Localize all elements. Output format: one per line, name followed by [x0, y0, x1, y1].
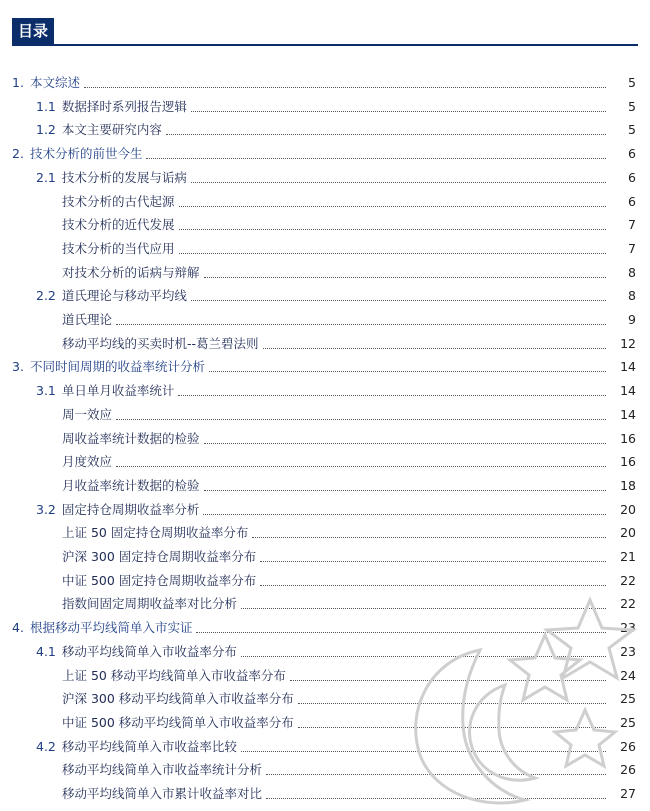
toc-entry-label: 技术分析的古代起源 — [62, 193, 175, 209]
toc-entry-label: 移动平均线简单入市收益率分布 — [61, 643, 237, 659]
toc-title: 目录 — [12, 18, 54, 44]
toc-entry[interactable] — [0, 542, 650, 565]
toc-entry-number: 4.1 — [36, 643, 56, 659]
dot-leader — [191, 181, 606, 183]
dot-leader — [116, 465, 606, 467]
toc-entry-page: 14 — [620, 359, 636, 375]
dot-leader — [204, 276, 606, 278]
dot-leader — [204, 489, 606, 491]
toc-entry-page: 14 — [620, 406, 636, 422]
toc-entry-page: 20 — [620, 525, 636, 541]
toc-entry-page: 5 — [628, 122, 636, 138]
toc-entry[interactable] — [0, 305, 650, 328]
toc-entry-label: 本文综述 — [29, 75, 80, 90]
toc-entry-page: 8 — [628, 264, 636, 280]
toc-entry-number: 3.2 — [36, 501, 56, 517]
toc-entry-number: 4. — [12, 620, 24, 636]
toc-entry-page: 21 — [620, 549, 636, 564]
toc-entry-page: 23 — [620, 620, 636, 636]
toc-entry-page: 16 — [620, 454, 636, 470]
dot-leader — [203, 513, 606, 515]
dot-leader — [84, 86, 606, 88]
toc-entry-label: 对技术分析的诟病与辩解 — [62, 264, 200, 280]
toc-entry-label: 上证 50 固定持仓周期收益率分布 — [62, 525, 249, 541]
toc-entry[interactable] — [0, 589, 650, 612]
toc-entry-label: 周一效应 — [62, 406, 113, 422]
toc-entry[interactable] — [0, 779, 650, 802]
toc-entry-page: 25 — [620, 714, 636, 730]
dot-leader — [116, 323, 606, 325]
toc-entry-page: 6 — [628, 146, 636, 162]
dot-leader — [298, 726, 606, 728]
toc-entry-label: 沪深 300 移动平均线简单入市收益率分布 — [62, 691, 294, 707]
toc-entry[interactable] — [0, 115, 650, 138]
dot-leader — [260, 560, 606, 562]
toc-entry-page: 12 — [620, 335, 636, 351]
dot-leader — [179, 228, 606, 230]
toc-entry[interactable] — [0, 210, 650, 233]
toc-entry-label: 道氏理论 — [62, 312, 113, 327]
toc-entry-page: 22 — [620, 572, 636, 588]
toc-entry[interactable] — [0, 732, 650, 755]
toc-entry-label: 移动平均线简单入市累计收益率对比 — [62, 786, 263, 801]
toc-entry[interactable] — [0, 376, 650, 399]
toc-entry[interactable] — [0, 613, 650, 636]
dot-leader — [196, 631, 606, 633]
toc-entry-number: 3.1 — [36, 383, 56, 399]
toc-entry-page: 16 — [620, 430, 636, 446]
toc-entry-label: 沪深 300 固定持仓周期收益率分布 — [62, 549, 257, 564]
toc-entry[interactable] — [0, 424, 650, 447]
toc-entry[interactable] — [0, 566, 650, 589]
toc-entry[interactable] — [0, 755, 650, 778]
toc-entry-label: 数据择时系列报告逻辑 — [61, 98, 187, 114]
dot-leader — [191, 110, 606, 112]
toc-entry-page: 7 — [628, 217, 636, 233]
toc-entry-page: 6 — [628, 169, 636, 185]
toc-entry-page: 27 — [620, 786, 636, 801]
dot-leader — [179, 252, 606, 254]
toc-entry[interactable] — [0, 68, 650, 91]
toc-entry-label: 移动平均线的买卖时机--葛兰碧法则 — [62, 335, 259, 351]
toc-entry-page: 8 — [628, 288, 636, 304]
toc-entry[interactable] — [0, 684, 650, 707]
toc-entry[interactable] — [0, 400, 650, 423]
toc-entry-label: 技术分析的近代发展 — [62, 217, 175, 233]
toc-entry[interactable] — [0, 495, 650, 518]
dot-leader — [260, 584, 606, 586]
toc-entry[interactable] — [0, 187, 650, 210]
toc-entry-label: 指数间固定周期收益率对比分析 — [62, 596, 238, 612]
toc-entry[interactable] — [0, 661, 650, 684]
toc-entry-page: 20 — [620, 501, 636, 517]
toc-entry-label: 移动平均线简单入市收益率比较 — [61, 738, 237, 754]
toc-entry-label: 中证 500 固定持仓周期收益率分布 — [62, 572, 257, 588]
toc-entry-label: 不同时间周期的收益率统计分析 — [29, 359, 205, 375]
toc-entry-label: 固定持仓周期收益率分析 — [61, 501, 200, 517]
toc-entry-number: 2.1 — [36, 169, 56, 185]
toc-entry-page: 7 — [628, 240, 636, 256]
toc-entry-page: 25 — [620, 691, 636, 707]
toc-entry-number: 3. — [12, 359, 24, 375]
toc-entry-page: 14 — [620, 383, 636, 399]
toc-entry[interactable] — [0, 518, 650, 541]
toc-entry-label: 技术分析的前世今生 — [29, 146, 143, 162]
toc-entry-label: 移动平均线简单入市收益率统计分析 — [62, 762, 263, 778]
toc-entry[interactable] — [0, 163, 650, 186]
dot-leader — [298, 702, 606, 704]
toc-entry-label: 月度效应 — [62, 454, 113, 470]
toc-entry-page: 26 — [620, 738, 636, 754]
dot-leader — [179, 205, 606, 207]
toc-entry[interactable] — [0, 471, 650, 494]
toc-entry[interactable] — [0, 447, 650, 470]
toc-entry-number: 1.1 — [36, 98, 56, 114]
toc-entry[interactable] — [0, 637, 650, 660]
toc-entry[interactable] — [0, 281, 650, 304]
toc-entry-label: 技术分析的当代应用 — [62, 240, 175, 256]
toc-entry-label: 本文主要研究内容 — [61, 122, 162, 138]
toc-entry-page: 26 — [620, 762, 636, 778]
dot-leader — [241, 607, 606, 609]
toc-entry-label: 根据移动平均线简单入市实证 — [29, 620, 193, 636]
toc-entry-page: 23 — [620, 643, 636, 659]
dot-leader — [241, 750, 606, 752]
toc-entry-label: 技术分析的发展与诟病 — [61, 169, 187, 185]
toc-entry[interactable] — [0, 234, 650, 257]
toc-entry[interactable] — [0, 352, 650, 375]
toc-entry-label: 道氏理论与移动平均线 — [61, 288, 187, 304]
dot-leader — [116, 418, 606, 420]
dot-leader — [191, 299, 606, 301]
toc-entry-label: 上证 50 移动平均线简单入市收益率分布 — [62, 667, 286, 683]
toc-entry[interactable] — [0, 139, 650, 162]
dot-leader — [166, 133, 606, 135]
toc-entry-page: 9 — [628, 312, 636, 327]
dot-leader — [146, 157, 606, 159]
dot-leader — [209, 370, 606, 372]
toc-entry-number: 2.2 — [36, 288, 56, 304]
toc-entry-page: 18 — [620, 477, 636, 493]
dot-leader — [266, 797, 606, 799]
toc-entry-page: 5 — [628, 75, 636, 90]
dot-leader — [241, 655, 606, 657]
dot-leader — [263, 347, 606, 349]
toc-entry-number: 4.2 — [36, 738, 56, 754]
toc-entry-page: 22 — [620, 596, 636, 612]
toc-entry-page: 24 — [620, 667, 636, 683]
toc-entry-number: 1.2 — [36, 122, 56, 138]
toc-entry-page: 6 — [628, 193, 636, 209]
dot-leader — [252, 536, 606, 538]
toc-entry-label: 周收益率统计数据的检验 — [62, 430, 200, 446]
dot-leader — [266, 773, 606, 775]
toc-entry[interactable] — [0, 92, 650, 115]
dot-leader — [178, 394, 606, 396]
toc-entry-number: 2. — [12, 146, 24, 162]
dot-leader — [290, 679, 606, 681]
toc-entry[interactable] — [0, 708, 650, 731]
toc-entry-label: 中证 500 移动平均线简单入市收益率分布 — [62, 714, 294, 730]
toc-entry-page: 5 — [628, 98, 636, 114]
toc-entry-number: 1. — [12, 75, 24, 90]
toc-entry[interactable] — [0, 329, 650, 352]
toc-entry[interactable] — [0, 258, 650, 281]
toc-entry-label: 月收益率统计数据的检验 — [62, 477, 200, 493]
dot-leader — [204, 442, 606, 444]
toc-entry-label: 单日单月收益率统计 — [61, 383, 175, 399]
